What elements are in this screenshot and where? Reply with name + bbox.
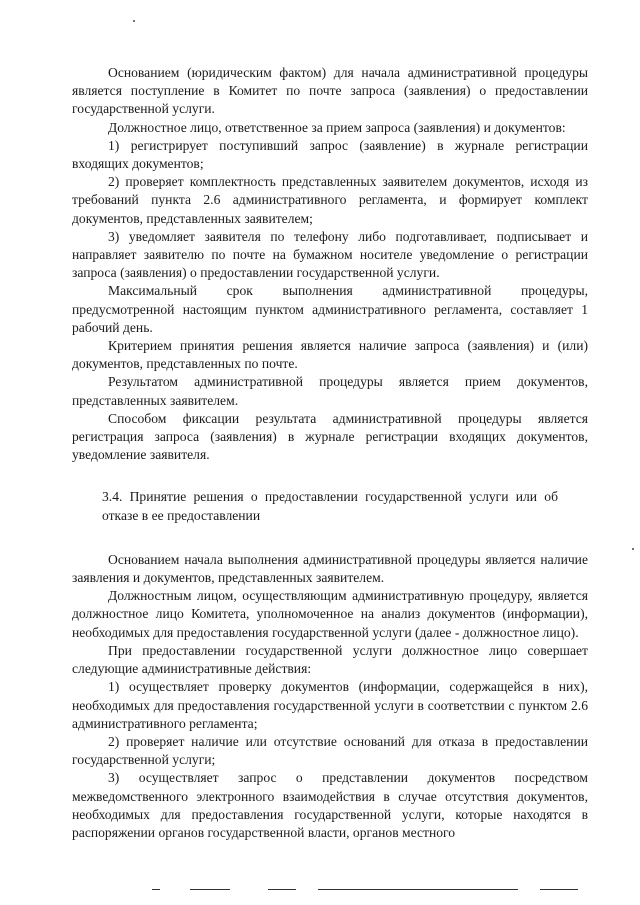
paragraph: 1) регистрирует поступивший запрос (заявление) в журнале регистрации входящих документов; [72,137,588,172]
paragraph: Максимальный срок выполнения административной процедуры, предусмотренной настоящим пунктом административного регламента, составляет 1 рабочий день. [72,283,588,335]
paragraph: 2) проверяет наличие или отсутствие оснований для отказа в предоставлении государственной услуги; [72,733,588,768]
paragraph: Результатом административной процедуры является прием документов, представленных заявителем. [72,374,588,408]
paragraph: 1) осуществляет проверку документов (информации, содержащейся в них), необходимых для предоставления государственной услуги в соответствии с пунктом 2.6 административного регламента; [72,679,588,731]
document-body [72,64,588,842]
footer-rule [152,889,160,890]
footer-rule [540,889,578,890]
paragraph: Способом фиксации результата административной процедуры является регистрация запроса (заявления) в журнале регистрации входящих документов, уведомление заявителя. [72,410,588,463]
footer-rule [268,889,296,890]
footer-rule [318,889,518,890]
scan-speck [632,548,634,550]
paragraph: Основанием (юридическим фактом) для начала административной процедуры является поступление в Комитет по почте запроса (заявления) о предоставлении государственной услуги. [72,65,588,117]
paragraph: 3) осуществляет запрос о представлении документов посредством межведомственного электронного взаимодействия в случае отсутствия документов, необходимых для предоставления государственной услуги, которые находятся в распоряжении органов государственной власти, органов местного [72,770,588,840]
paragraph: Критерием принятия решения является наличие запроса (заявления) и (или) документов, представленных по почте. [72,338,588,372]
paragraph: Должностным лицом, осуществляющим административную процедуру, является должностное лицо Комитета, уполномоченное на анализ документов (информации), необходимых для предоставления государственной услуги (далее - должностное лицо). [72,588,588,640]
paragraph: 2) проверяет комплектность представленных заявителем документов, исходя из требований пункта 2.6 административного регламента, и формирует комплект документов, представленных заявителем; [72,174,588,226]
paragraph: Основанием начала выполнения административной процедуры является наличие заявления и документов, представленных заявителем. [72,551,588,586]
paragraph: Должностное лицо, ответственное за прием запроса (заявления) и документов: [108,119,566,135]
paragraph: При предоставлении государственной услуги должностное лицо совершает следующие административные действия: [72,642,588,677]
section-heading: 3.4. Принятие решения о предоставлении государственной услуги или об отказе в ее предоставлении [102,489,558,523]
scan-speck [133,20,135,22]
footer-rule [190,889,230,890]
paragraph: 3) уведомляет заявителя по телефону либо подготавливает, подписывает и направляет заявителю по почте на бумажном носителе уведомление о регистрации запроса (заявления) о предоставлении государственной услуги. [72,228,588,281]
